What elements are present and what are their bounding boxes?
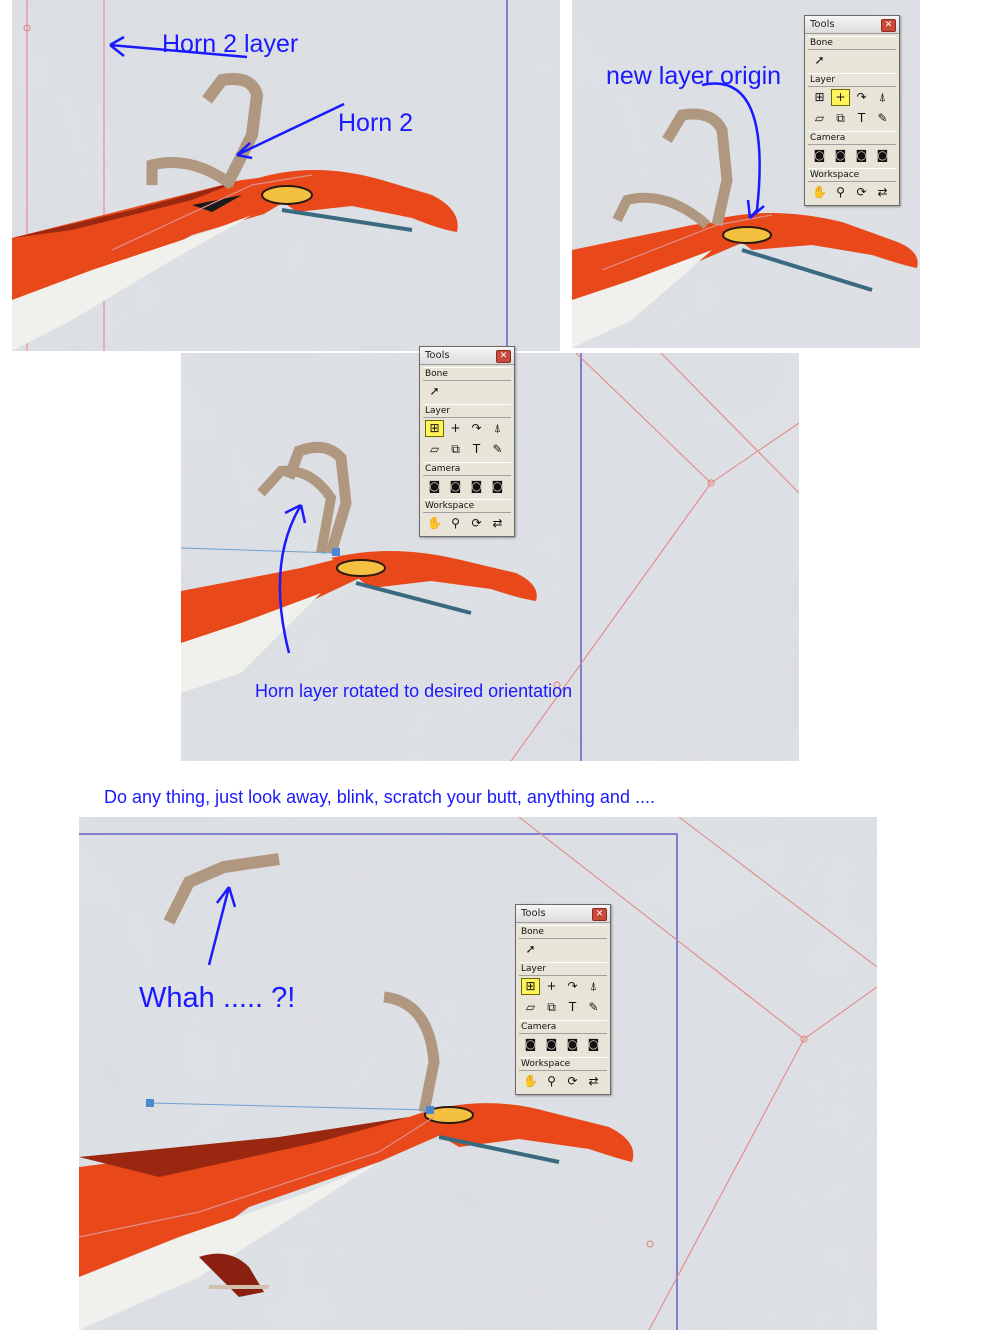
bone-section-label: Bone [519,925,607,939]
pan-tilt-camera-icon[interactable]: ◙ [491,479,504,493]
zoom-camera-icon[interactable]: ◙ [834,148,847,162]
text-icon[interactable]: T [857,111,866,125]
tools-title: Tools [810,19,835,30]
tools-palette[interactable] [419,346,515,537]
bone-section-label: Bone [808,36,896,50]
tools-title-bar[interactable] [805,16,899,34]
perspective-icon[interactable]: ▱ [429,442,440,456]
duplicate-layer-icon[interactable]: ⧉ [547,1000,556,1014]
tools-title: Tools [521,908,546,919]
zoom-camera-icon[interactable]: ◙ [545,1037,558,1051]
text-icon[interactable]: T [568,1000,577,1014]
layer-section-label: Layer [519,962,607,976]
text-icon[interactable]: T [472,442,481,456]
eyedropper-icon[interactable]: ✎ [492,442,503,456]
track-camera-icon[interactable]: ◙ [428,479,441,493]
shear-layer-icon[interactable]: ⍋ [878,90,887,104]
select-bone-icon[interactable]: ➚ [525,942,536,956]
tools-title-bar[interactable] [516,905,610,923]
perspective-icon[interactable]: ▱ [814,111,825,125]
camera-section-label: Camera [519,1020,607,1034]
layer-section-label: Layer [423,404,511,418]
rotate-layer-icon[interactable]: ↷ [567,979,578,993]
workspace-section-label: Workspace [519,1057,607,1071]
rotated-annotation: Horn layer rotated to desired orientation [255,681,573,701]
layer-section-label: Layer [808,73,896,87]
panel-1-viewport [12,0,560,351]
camera-section-label: Camera [423,462,511,476]
horn2-layer-annotation: Horn 2 layer [162,30,299,58]
select-bone-icon[interactable]: ➚ [429,384,440,398]
panel-4-viewport [79,817,877,1330]
transform-layer-icon[interactable]: ⊞ [521,978,540,995]
magnifier-icon[interactable]: ⚲ [451,516,460,530]
transform-layer-icon[interactable]: ⊞ [814,90,825,104]
close-icon[interactable]: ✕ [496,350,511,363]
tools-palette[interactable] [515,904,611,1095]
hand-icon[interactable]: ✋ [523,1074,538,1088]
track-camera-icon[interactable]: ◙ [524,1037,537,1051]
roll-camera-icon[interactable]: ◙ [855,148,868,162]
close-icon[interactable]: ✕ [881,19,896,32]
duplicate-layer-icon[interactable]: ⧉ [451,442,460,456]
rotate-layer-icon[interactable]: ↷ [471,421,482,435]
hand-icon[interactable]: ✋ [812,185,827,199]
set-origin-icon[interactable]: + [450,421,461,435]
magnifier-icon[interactable]: ⚲ [836,185,845,199]
horn2-annotation: Horn 2 [338,109,414,137]
new-layer-origin-annotation: new layer origin [606,62,782,90]
orbit-workspace-icon[interactable]: ⇄ [877,185,888,199]
shear-layer-icon[interactable]: ⍋ [493,421,502,435]
workspace-section-label: Workspace [808,168,896,182]
duplicate-layer-icon[interactable]: ⧉ [836,111,845,125]
caption-text: Do any thing, just look away, blink, scratch your butt, anything and .... [104,787,655,807]
zoom-camera-icon[interactable]: ◙ [449,479,462,493]
eyedropper-icon[interactable]: ✎ [588,1000,599,1014]
eyedropper-icon[interactable]: ✎ [877,111,888,125]
pan-tilt-camera-icon[interactable]: ◙ [876,148,889,162]
rotate-layer-icon[interactable]: ↷ [856,90,867,104]
hand-icon[interactable]: ✋ [427,516,442,530]
magnifier-icon[interactable]: ⚲ [547,1074,556,1088]
set-origin-icon[interactable]: + [831,89,850,106]
panel-4-canvas [79,817,877,1330]
shear-layer-icon[interactable]: ⍋ [589,979,598,993]
orbit-workspace-icon[interactable]: ⇄ [588,1074,599,1088]
rotate-workspace-icon[interactable]: ⟳ [567,1074,578,1088]
orbit-workspace-icon[interactable]: ⇄ [492,516,503,530]
roll-camera-icon[interactable]: ◙ [470,479,483,493]
transform-layer-icon[interactable]: ⊞ [425,420,444,437]
tools-title: Tools [425,350,450,361]
roll-camera-icon[interactable]: ◙ [566,1037,579,1051]
perspective-icon[interactable]: ▱ [525,1000,536,1014]
tools-title-bar[interactable] [420,347,514,365]
bone-section-label: Bone [423,367,511,381]
close-icon[interactable]: ✕ [592,908,607,921]
rotate-workspace-icon[interactable]: ⟳ [471,516,482,530]
whah-annotation: Whah ..... ?! [139,982,296,1014]
workspace-section-label: Workspace [423,499,511,513]
set-origin-icon[interactable]: + [546,979,557,993]
tools-palette[interactable] [804,15,900,206]
select-bone-icon[interactable]: ➚ [814,53,825,67]
track-camera-icon[interactable]: ◙ [813,148,826,162]
pan-tilt-camera-icon[interactable]: ◙ [587,1037,600,1051]
camera-section-label: Camera [808,131,896,145]
rotate-workspace-icon[interactable]: ⟳ [856,185,867,199]
